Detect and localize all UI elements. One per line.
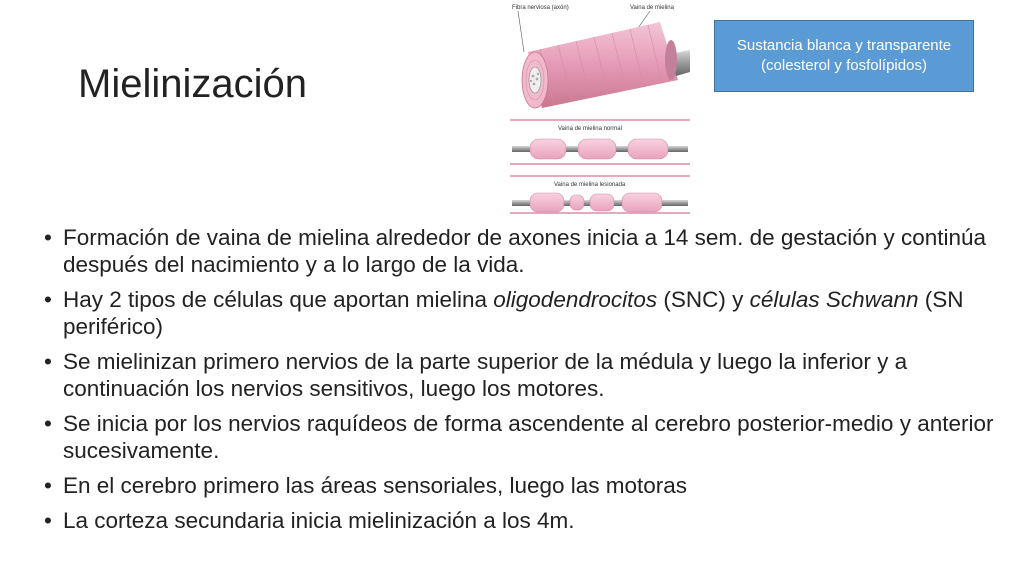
label-sheath: Vaina de mielina: [630, 5, 674, 11]
italic-term: células Schwann: [749, 287, 919, 312]
bullet-item: • En el cerebro primero las áreas sensoriales, luego las motoras: [44, 472, 994, 499]
bullet-item: • Formación de vaina de mielina alrededor de axones inicia a 14 sem. de gestación y continúa después del nacimiento y a lo largo de la vida.: [44, 224, 994, 278]
label-damaged: Vaina de mielina lesionada: [554, 182, 626, 188]
damaged-sheath-strip: [510, 176, 690, 213]
label-normal: Vaina de mielina normal: [558, 126, 622, 132]
bullet-list: [44, 224, 994, 542]
bullet-item: • Hay 2 tipos de células que aportan mielina oligodendrocitos (SNC) y células Schwann (SN periférico): [44, 286, 994, 340]
bullet-item: • Se mielinizan primero nervios de la parte superior de la médula y luego la inferior y a continuación los nervios sensitivos, luego los motores.: [44, 348, 994, 402]
bullet-item: • La corteza secundaria inicia mielinización a los 4m.: [44, 507, 994, 534]
slide-title: Mielinización: [78, 62, 307, 106]
bullet-item: • Se inicia por los nervios raquídeos de forma ascendente al cerebro posterior-medio y anterior sucesivamente.: [44, 410, 994, 464]
italic-term: oligodendrocitos: [493, 287, 658, 312]
myelin-cylinder: [522, 22, 690, 108]
callout-text: Sustancia blanca y transparente (colesterol y fosfolípidos): [736, 37, 952, 74]
callout-box: [714, 20, 974, 92]
label-fiber: Fibra nerviosa (axón): [512, 5, 569, 11]
normal-sheath-strip: [510, 116, 690, 166]
myelin-illustration: [510, 0, 690, 215]
myelin-diagram-svg: [510, 0, 690, 215]
